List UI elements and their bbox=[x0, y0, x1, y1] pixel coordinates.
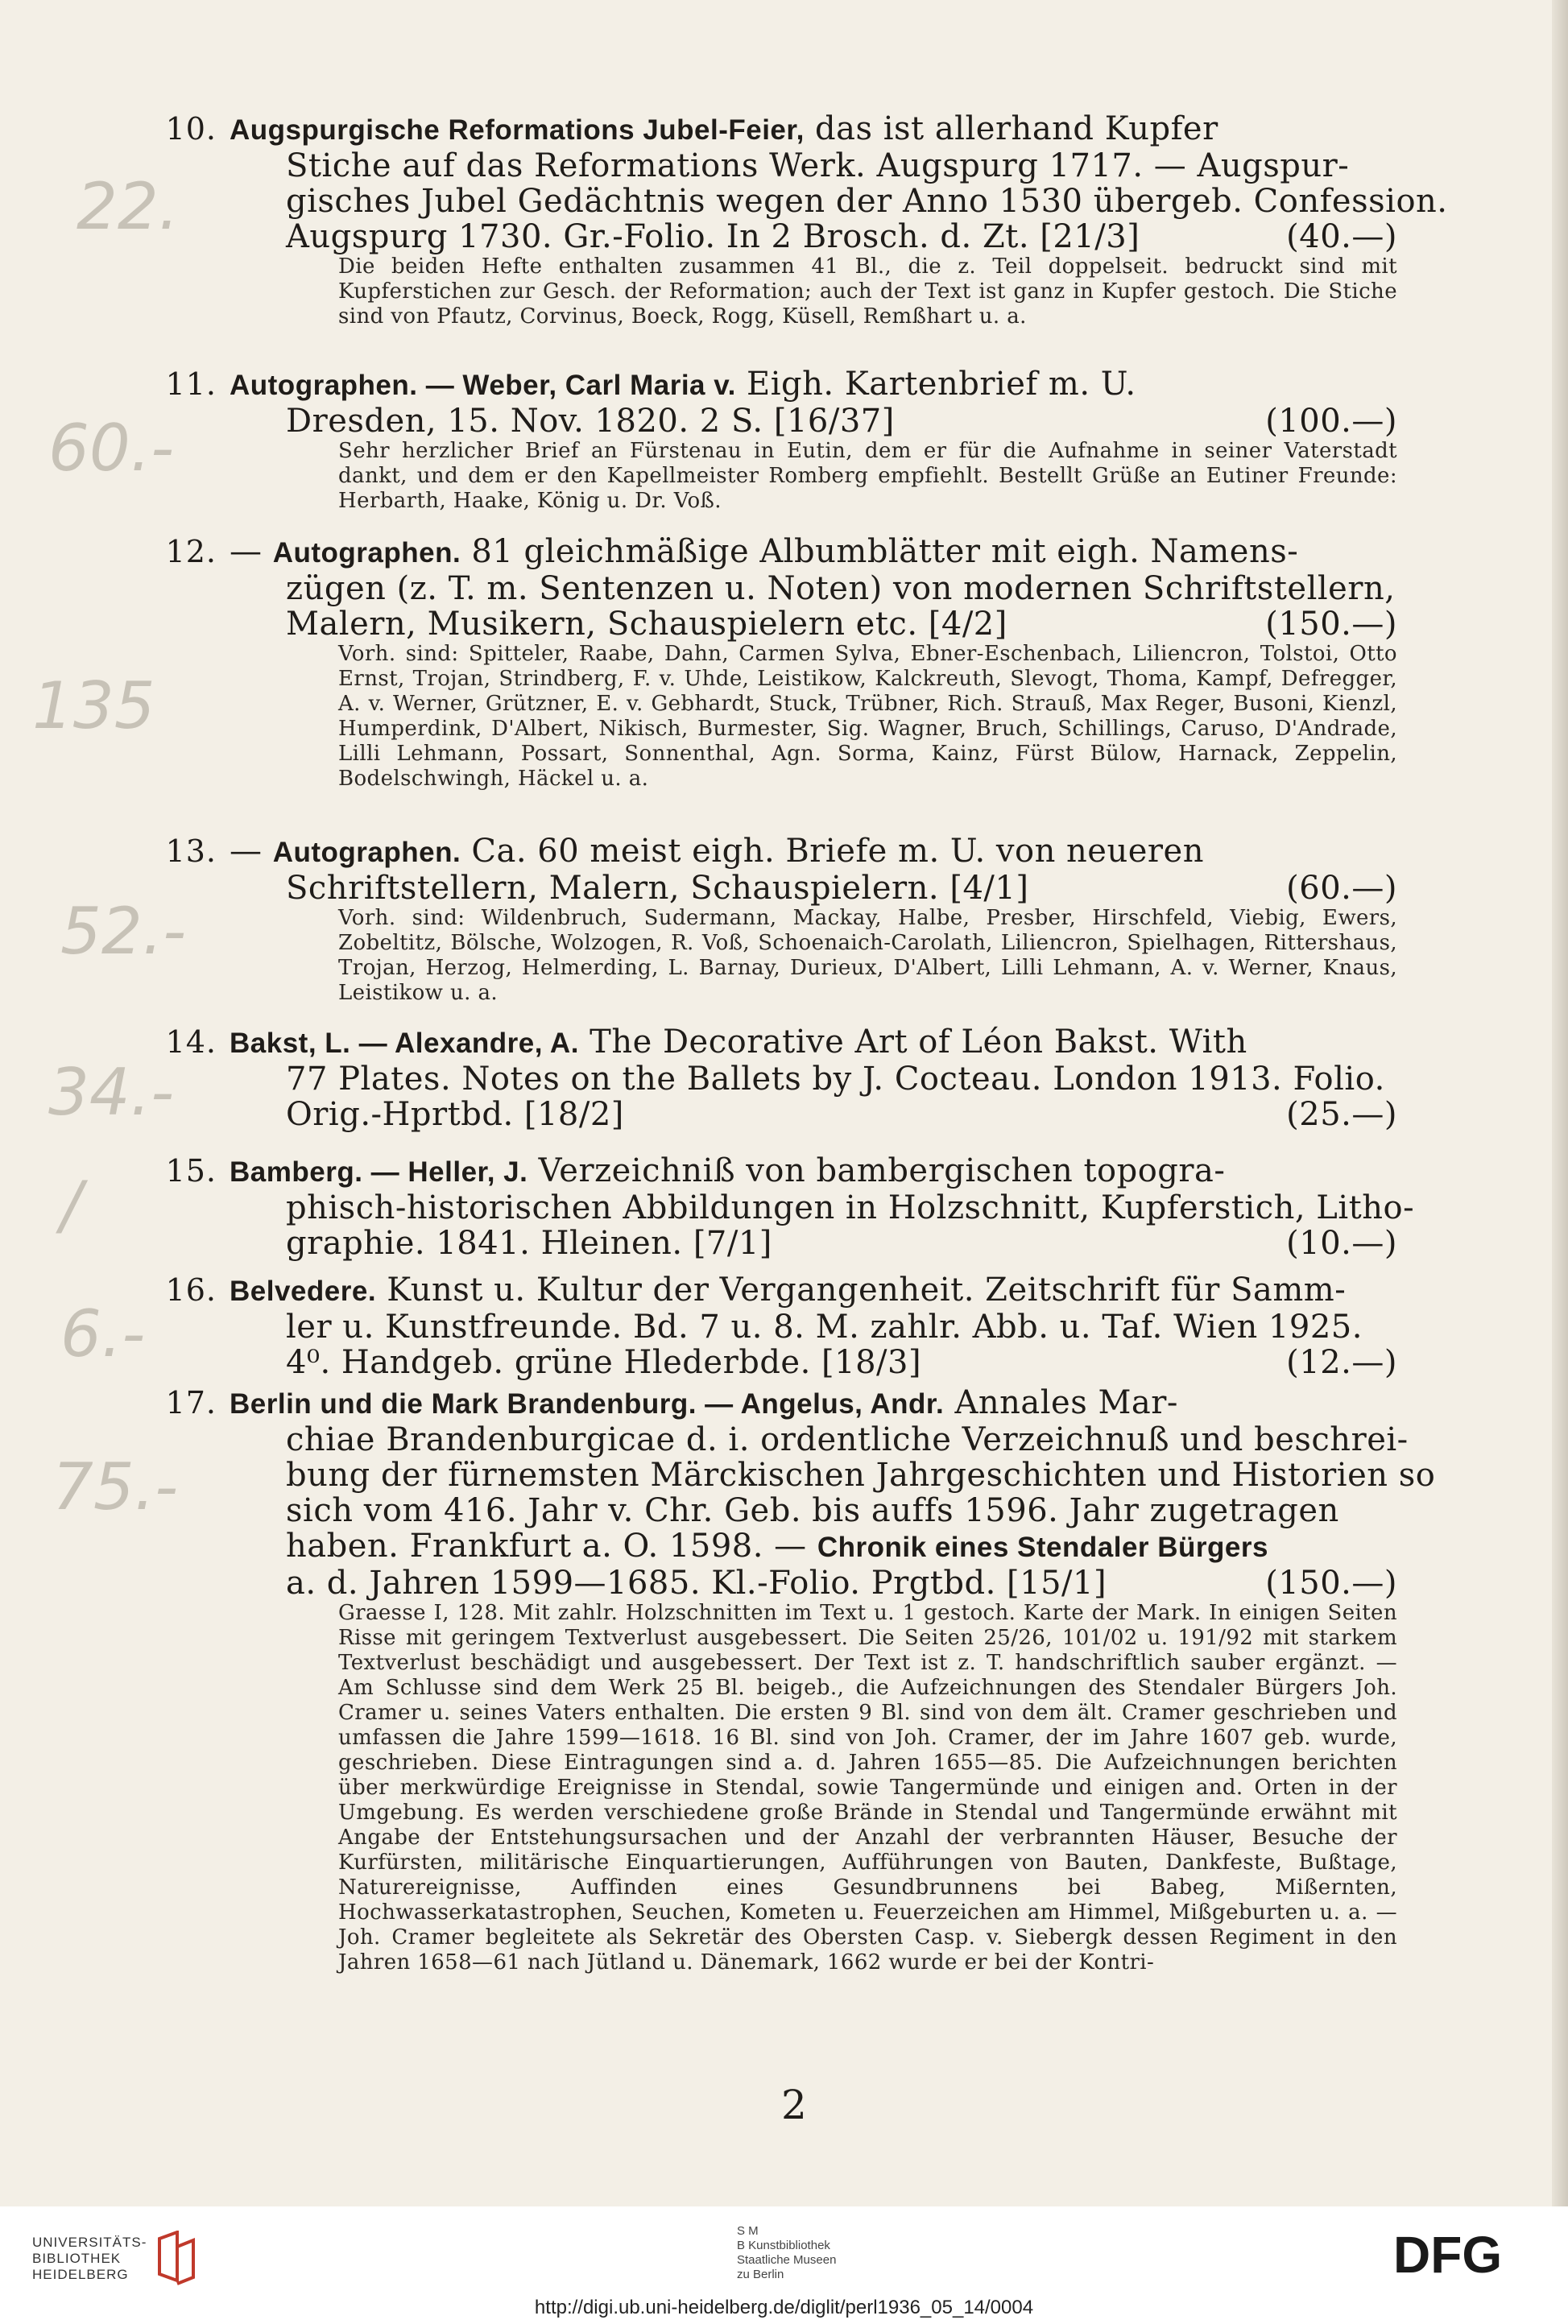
catalogue-entry bbox=[165, 533, 1397, 792]
entry-text: Orig.-Hprtbd. [18/2] bbox=[286, 1096, 624, 1133]
entry-line bbox=[230, 219, 1397, 254]
entry-text: Stiche auf das Reformations Werk. Augspurg 1717. — Augspur- bbox=[286, 147, 1350, 184]
entry-number: 13. bbox=[165, 833, 217, 869]
catalogue-entry bbox=[165, 833, 1397, 1006]
entry-line bbox=[165, 366, 1397, 403]
page-spine-shadow bbox=[1552, 0, 1568, 2206]
entry-line bbox=[165, 1152, 1397, 1190]
entry-number: 16. bbox=[165, 1272, 217, 1308]
entry-line bbox=[230, 148, 1397, 184]
entry-number: 17. bbox=[165, 1385, 217, 1420]
entry-number: 11. bbox=[165, 366, 217, 402]
entry-text: 77 Plates. Notes on the Ballets by J. Cocteau. London 1913. Folio. bbox=[286, 1061, 1385, 1098]
pencil-price-mark: 75.- bbox=[52, 1449, 179, 1524]
entry-text: gisches Jubel Gedächtnis wegen der Anno 1530 übergeb. Confession. bbox=[286, 183, 1448, 220]
catalogue-entry bbox=[165, 366, 1397, 514]
entry-text: The Decorative Art of Léon Bakst. With bbox=[578, 1023, 1247, 1061]
entry-line bbox=[230, 1345, 1397, 1380]
entry-price: (100.—) bbox=[1265, 403, 1397, 440]
entry-price: (40.—) bbox=[1286, 218, 1397, 255]
entry-line bbox=[230, 1309, 1397, 1345]
university-library-logo bbox=[32, 2231, 201, 2287]
entry-price: (10.—) bbox=[1286, 1225, 1397, 1262]
catalogue-entry bbox=[165, 1384, 1436, 1975]
entry-line bbox=[230, 1457, 1436, 1494]
entry-line bbox=[165, 1023, 1397, 1061]
entry-line bbox=[230, 1061, 1397, 1097]
entry-line bbox=[165, 833, 1397, 870]
entry-text: Verzeichniß von bambergischen topogra- bbox=[527, 1152, 1226, 1189]
pencil-price-mark: 34.- bbox=[48, 1055, 175, 1130]
entry-text: Dresden, 15. Nov. 1820. 2 S. [16/37] bbox=[286, 403, 895, 440]
pencil-price-mark: / bbox=[60, 1168, 82, 1243]
entry-line bbox=[230, 571, 1397, 606]
pencil-price-mark: 52.- bbox=[60, 894, 187, 969]
entry-price: (150.—) bbox=[1265, 1565, 1397, 1602]
entry-text: — bbox=[230, 533, 273, 570]
entry-description: Vorh. sind: Wildenbruch, Sudermann, Mackay, Halbe, Presber, Hirschfeld, Viebig, Ewers, Zobeltitz, Bölsche, Wolzogen, R. Voß, Schoenaich-Carolath, Liliencron, Spielhagen, Rittershaus, Trojan, Herzog, Helmerding, L. Barnay, Durieux, D'Albert, Lilli Lehmann, A. v. Werner, Knaus, Leistikow u. a. bbox=[338, 906, 1397, 1005]
entry-number: 10. bbox=[165, 111, 217, 147]
entry-heading: Autographen. bbox=[272, 837, 461, 868]
entry-text: graphie. 1841. Hleinen. [7/1] bbox=[286, 1225, 772, 1262]
university-library-name: UNIVERSITÄTS- BIBLIOTHEK HEIDELBERG bbox=[32, 2235, 147, 2282]
entry-number: 15. bbox=[165, 1153, 217, 1189]
pencil-price-mark: 60.- bbox=[48, 411, 175, 486]
entry-heading: Bakst, L. — Alexandre, A. bbox=[230, 1028, 579, 1059]
entry-description: Sehr herzlicher Brief an Fürstenau in Eutin, dem er für die Aufnahme in seiner Vaterstadt dankt, und dem er den Kapellmeister Romberg empfiehlt. Bestellt Grüße an Eutiner Freunde: Herbarth, Haake, König u. Dr. Voß. bbox=[338, 439, 1397, 513]
entry-heading: Belvedere. bbox=[230, 1276, 377, 1307]
entry-price: (12.—) bbox=[1286, 1344, 1397, 1381]
pencil-price-mark: 22. bbox=[77, 169, 180, 244]
kunstbibliothek-stamp: S M B Kunstbibliothek Staatliche Museen zu Berlin bbox=[737, 2224, 837, 2281]
entry-line bbox=[230, 1565, 1397, 1601]
entry-line bbox=[230, 1189, 1415, 1226]
entry-description: Die beiden Hefte enthalten zusammen 41 Bl., die z. Teil doppelseit. bedruckt sind mit Kupferstichen zur Gesch. der Reformation; auch der Text ist ganz in Kupfer gestoch. Die Stiche sind von Pfautz, Corvinus, Boeck, Rogg, Küsell, Remßhart u. a. bbox=[338, 254, 1397, 329]
entry-number: 14. bbox=[165, 1024, 217, 1060]
entry-heading: Chronik eines Stendaler Bürgers bbox=[817, 1532, 1268, 1563]
entry-line bbox=[230, 606, 1397, 642]
entry-heading: Autographen. bbox=[272, 537, 461, 569]
entry-price: (25.—) bbox=[1286, 1096, 1397, 1133]
entry-text: Kunst u. Kultur der Vergangenheit. Zeitschrift für Samm- bbox=[376, 1272, 1347, 1309]
entry-line bbox=[165, 110, 1397, 148]
entry-text: Schriftstellern, Malern, Schauspielern. [4/1] bbox=[286, 870, 1029, 907]
entry-line bbox=[230, 1097, 1397, 1132]
entry-text: Ca. 60 meist eigh. Briefe m. U. von neueren bbox=[461, 833, 1204, 870]
entry-line bbox=[230, 1226, 1397, 1261]
entry-line bbox=[230, 183, 1448, 220]
entry-text: 4⁰. Handgeb. grüne Hlederbde. [18/3] bbox=[286, 1344, 922, 1381]
entry-line bbox=[230, 1528, 1397, 1565]
entry-line bbox=[165, 1272, 1397, 1309]
pencil-price-mark: 6.- bbox=[60, 1296, 146, 1371]
entry-text: Malern, Musikern, Schauspielern etc. [4/2] bbox=[286, 606, 1007, 643]
entry-text: zügen (z. T. m. Sentenzen u. Noten) von modernen Schriftstellern, bbox=[286, 570, 1396, 607]
entry-heading: Augspurgische Reformations Jubel-Feier, bbox=[230, 114, 805, 146]
entry-text: haben. Frankfurt a. O. 1598. — bbox=[286, 1528, 817, 1565]
entry-text: Eigh. Kartenbrief m. U. bbox=[735, 366, 1136, 403]
entry-description: Graesse I, 128. Mit zahlr. Holzschnitten im Text u. 1 gestoch. Karte der Mark. In einigen Seiten Risse mit geringem Textverlust ausgebessert. Die Seiten 25/26, 101/02 u. 191/92 mit starkem Textverlust beschädigt und ausgebessert. Der Text ist z. T. handschriftlich sauber ergänzt. — Am Schlusse sind dem Werk 25 Bl. beigeb., die Aufzeichnungen des Stendaler Bürgers Joh. Cramer u. seines Vaters enthalten. Die ersten 9 Bl. sind von dem ält. Cramer geschrieben und umfassen die Jahre 1599—1618. 16 Bl. sind von Joh. Cramer, der im Jahre 1607 geb. wurde, geschrieben. Diese Eintragungen sind a. d. Jahren 1655—85. Die Aufzeichnungen berichten über merkwürdige Ereignisse in Stendal, sowie Tangermünde und einigen and. Orten in der Umgebung. Es werden verschiedene große Brände in Stendal und Tangermünde erwähnt mit Angabe der Entstehungsursachen und der Anzahl der verbrannten Häuser, Besuche der Kurfürsten, militärische Einquartierungen, Aufführungen von Bauten, Dankfeste, Bußtage, Naturereignisse, Auffinden eines Gesundbrunnens bei Babeg, Mißernten, Hochwasserkatastrophen, Seuchen, Kometen u. Feuerzeichen am Himmel, Mißgeburten u. a. — Joh. Cramer begleitete als Sekretär des Obersten Casp. v. Siebergk dessen Regiment in den Jahren 1658—61 nach Jütland u. Dänemark, 1662 wurde er bei der Kontri- bbox=[338, 1601, 1397, 1975]
svg-text:DFG: DFG bbox=[1393, 2231, 1503, 2279]
entry-line bbox=[230, 870, 1397, 906]
entry-heading: Autographen. — Weber, Carl Maria v. bbox=[230, 370, 736, 401]
permalink-url[interactable]: http://digi.ub.uni-heidelberg.de/diglit/perl1936_05_14/0004 bbox=[534, 2297, 1034, 2318]
entry-text: sich vom 416. Jahr v. Chr. Geb. bis auffs 1596. Jahr zugetragen bbox=[286, 1492, 1339, 1529]
entry-line bbox=[230, 403, 1397, 439]
entry-heading: Bamberg. — Heller, J. bbox=[230, 1156, 528, 1188]
entry-text: ler u. Kunstfreunde. Bd. 7 u. 8. M. zahlr. Abb. u. Taf. Wien 1925. bbox=[286, 1309, 1363, 1346]
entry-price: (150.—) bbox=[1265, 606, 1397, 643]
dfg-logo bbox=[1393, 2231, 1530, 2279]
page-number: 2 bbox=[781, 2082, 807, 2128]
entry-text: a. d. Jahren 1599—1685. Kl.-Folio. Prgtbd. [15/1] bbox=[286, 1565, 1107, 1602]
entry-line bbox=[230, 1493, 1397, 1528]
entry-text: Augspurg 1730. Gr.-Folio. In 2 Brosch. d. Zt. [21/3] bbox=[286, 218, 1140, 255]
entry-text: das ist allerhand Kupfer bbox=[804, 110, 1218, 147]
library-emblem-icon bbox=[153, 2231, 201, 2287]
entry-text: chiae Brandenburgicae d. i. ordentliche Verzeichnuß und beschrei- bbox=[286, 1421, 1409, 1458]
digitization-footer bbox=[0, 2206, 1568, 2324]
entry-heading: Berlin und die Mark Brandenburg. — Angelus, Andr. bbox=[230, 1388, 945, 1420]
catalogue-entry bbox=[165, 1272, 1397, 1381]
catalogue-entry bbox=[165, 1023, 1397, 1133]
entry-number: 12. bbox=[165, 534, 217, 569]
entry-text: — bbox=[230, 833, 273, 870]
entry-line bbox=[165, 533, 1397, 571]
entry-line bbox=[230, 1421, 1409, 1458]
entry-text: Annales Mar- bbox=[944, 1384, 1178, 1421]
entry-text: 81 gleichmäßige Albumblätter mit eigh. Namens- bbox=[461, 533, 1299, 570]
catalogue-entry bbox=[165, 110, 1448, 329]
entry-text: bung der fürnemsten Märckischen Jahrgeschichten und Historien so bbox=[286, 1457, 1436, 1494]
entry-line bbox=[165, 1384, 1397, 1422]
entry-price: (60.—) bbox=[1286, 870, 1397, 907]
entry-text: phisch-historischen Abbildungen in Holzschnitt, Kupferstich, Litho- bbox=[286, 1189, 1415, 1226]
entry-description: Vorh. sind: Spitteler, Raabe, Dahn, Carmen Sylva, Ebner-Eschenbach, Liliencron, Tolstoi, Otto Ernst, Trojan, Strindberg, F. v. Uhde, Leistikow, Kalckreuth, Slevogt, Thoma, Kampf, Defregger, A. v. Werner, Grützner, E. v. Gebhardt, Stuck, Trübner, Rich. Strauß, Max Reger, Busoni, Kienzl, Humperdink, D'Albert, Nikisch, Burmester, Sig. Wagner, Bruch, Schillings, Caruso, D'Andrade, Lilli Lehmann, Possart, Sonnenthal, Agn. Sorma, Kainz, Fürst Bülow, Harnack, Zeppelin, Bodelschwingh, Häckel u. a. bbox=[338, 642, 1397, 791]
pencil-price-mark: 135 bbox=[32, 668, 155, 743]
catalogue-entry bbox=[165, 1152, 1415, 1262]
